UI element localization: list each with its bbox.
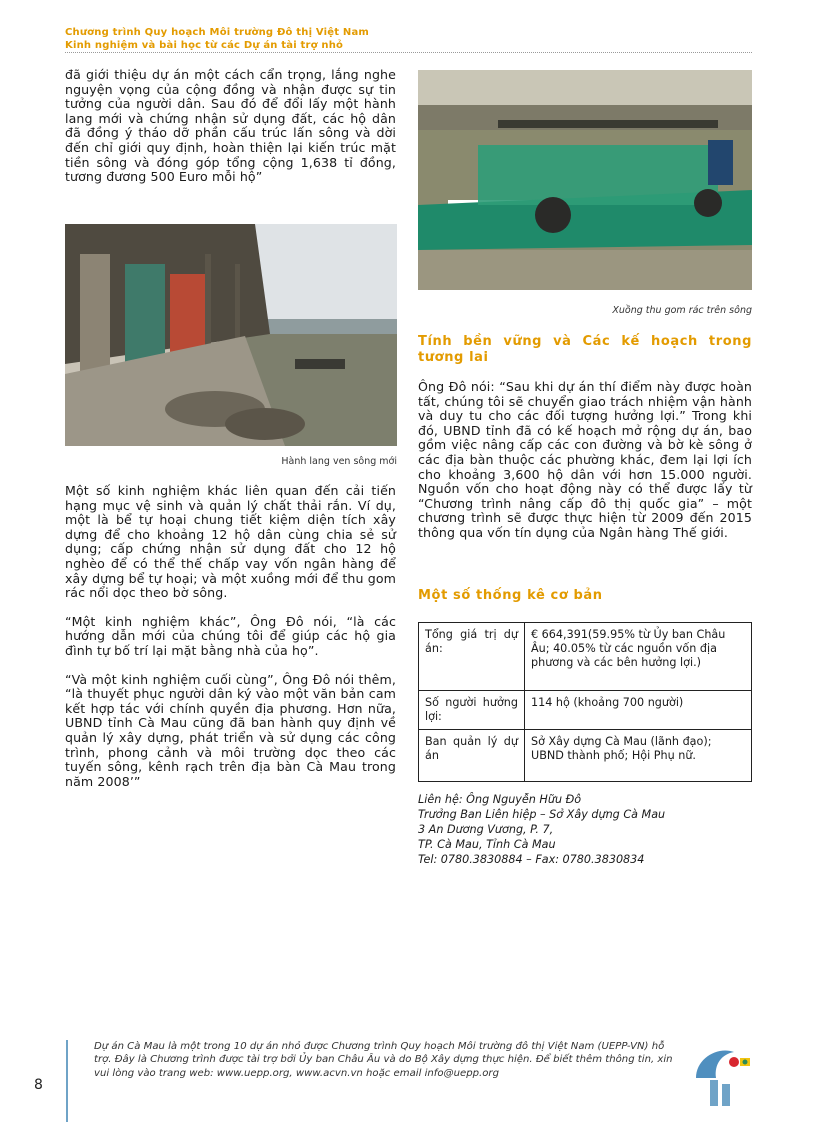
- statistics-table: [418, 622, 752, 782]
- contact-line: Trưởng Ban Liên hiệp – Sở Xây dựng Cà Mau: [418, 808, 666, 821]
- table-row: [419, 730, 752, 782]
- contact-line: Liên hệ: Ông Nguyễn Hữu Đô: [418, 793, 582, 806]
- left-body: [65, 484, 396, 803]
- stat-label: Tổng giá trị dự án:: [419, 623, 525, 691]
- running-header: [65, 26, 755, 52]
- contact-line: Tel: 0780.3830884 – Fax: 0780.3830834: [418, 853, 645, 866]
- contact-line: TP. Cà Mau, Tỉnh Cà Mau: [418, 838, 556, 851]
- footer-divider: [66, 1040, 68, 1122]
- left-intro: [65, 68, 396, 199]
- header-subtitle: Kinh nghiệm và bài học từ các Dự án tài trợ nhỏ: [65, 40, 344, 51]
- caption-riverside-corridor: Hành lang ven sông mới: [281, 456, 397, 467]
- intro-paragraph: đã giới thiệu dự án một cách cẩn trọng, lắng nghe nguyện vọng của cộng đồng và nhận được sự tin tưởng của người dân. Sau đó để đổi lấy một hành lang mới và chứng nhận sử dụng đất, các hộ dân đã đồng ý tháo dỡ phần cấu trúc lấn sông và dời đến chỉ giới quy định, hoàn thiện lại kiến trúc mặt tiền sông và đóng góp tổng cộng 1,638 tỉ đồng, tương đương 500 Euro mỗi hộ”: [65, 67, 396, 185]
- paragraph: “Và một kinh nghiệm cuối cùng”, Ông Đô nói thêm, “là thuyết phục người dân ký vào một văn bản cam kết hợp tác với chính quyền địa phương. Hơn nữa, UBND tỉnh Cà Mau cũng đã ban hành quy định về quản lý xây dựng, phát triển và sử dụng các công trình, phong cảnh và môi trường dọc theo các tuyến sông, kênh rạch trên địa bàn Cà Mau trong năm 2008’”: [65, 671, 396, 789]
- contact-block: [418, 792, 665, 867]
- stat-value: € 664,391(59.95% từ Ủy ban Châu Âu; 40.05% từ các nguồn vốn địa phương và các bên hưởng lợi.): [525, 623, 752, 691]
- photo-garbage-boat: [418, 70, 752, 290]
- stat-value: 114 hộ (khoảng 700 người): [525, 691, 752, 730]
- program-logo: [688, 1040, 758, 1108]
- section-heading-sustainability: Tính bền vững và Các kế hoạch trong tương lai: [418, 334, 752, 365]
- header-program-title: Chương trình Quy hoạch Môi trường Đô thị Việt Nam: [65, 27, 370, 38]
- table-row: [419, 623, 752, 691]
- right-body: [418, 380, 752, 555]
- sustainability-paragraph: Ông Đô nói: “Sau khi dự án thí điểm này được hoàn tất, chúng tôi sẽ chuyển giao trách nhiệm vận hành và duy tu cho các đối tượng hưởng lợi.” Trong khi đó, UBND tỉnh đã có kế hoạch mở rộng dự án, bao gồm việc nâng cấp các con đường và bờ kè sông ở các địa bàn thuộc các phường khác, đem lại lợi ích cho khoảng 3,600 hộ dân với hơn 15.000 người. Nguồn vốn cho hoạt động này có thể được lấy từ “Chương trình nâng cấp đô thị quốc gia” – một chương trình sẽ được thực hiện từ 2009 đến 2015 thông qua vốn tín dụng của Ngân hàng Thế giới.: [418, 379, 752, 540]
- header-divider: [65, 52, 752, 53]
- stat-label: Số người hưởng lợi:: [419, 691, 525, 730]
- stat-label: Ban quản lý dự án: [419, 730, 525, 782]
- table-row: [419, 691, 752, 730]
- stat-value: Sở Xây dựng Cà Mau (lãnh đạo); UBND thành phố; Hội Phụ nữ.: [525, 730, 752, 782]
- photo-riverside-corridor: [65, 224, 397, 446]
- paragraph: “Một kinh nghiệm khác”, Ông Đô nói, “là các hướng dẫn mới của chúng tôi để giúp các hộ gia đình tự bố trí lại mặt bằng nhà của họ”.: [65, 613, 396, 658]
- footer-note: Dự án Cà Mau là một trong 10 dự án nhỏ được Chương trình Quy hoạch Môi trường đô thị Việt Nam (UEPP-VN) hỗ trợ. Đây là Chương trình được tài trợ bởi Ủy ban Châu Âu và do Bộ Xây dựng thực hiện. Để biết thêm thông tin, xin vui lòng vào trang web: www.uepp.org, www.acvn.vn hoặc email info@uepp.org: [94, 1041, 673, 1079]
- contact-line: 3 An Dương Vương, P. 7,: [418, 823, 554, 836]
- paragraph: Một số kinh nghiệm khác liên quan đến cải tiến hạng mục vệ sinh và quản lý chất thải rắn. Ví dụ, một là bể tự hoại chung tiết kiệm diện tích xây dựng để cho khoảng 12 hộ dân cùng chia sẻ sử dụng; cấp chứng nhận sử dụng đất cho 12 hộ nghèo để có thể thế chấp vay vốn ngân hàng để xây dựng bể tự hoại; và một xuồng mới để thu gom rác nổi dọc theo bờ sông.: [65, 483, 396, 601]
- caption-garbage-boat: Xuồng thu gom rác trên sông: [612, 305, 752, 316]
- page-number: 8: [34, 1077, 43, 1093]
- section-heading-statistics: Một số thống kê cơ bản: [418, 588, 603, 603]
